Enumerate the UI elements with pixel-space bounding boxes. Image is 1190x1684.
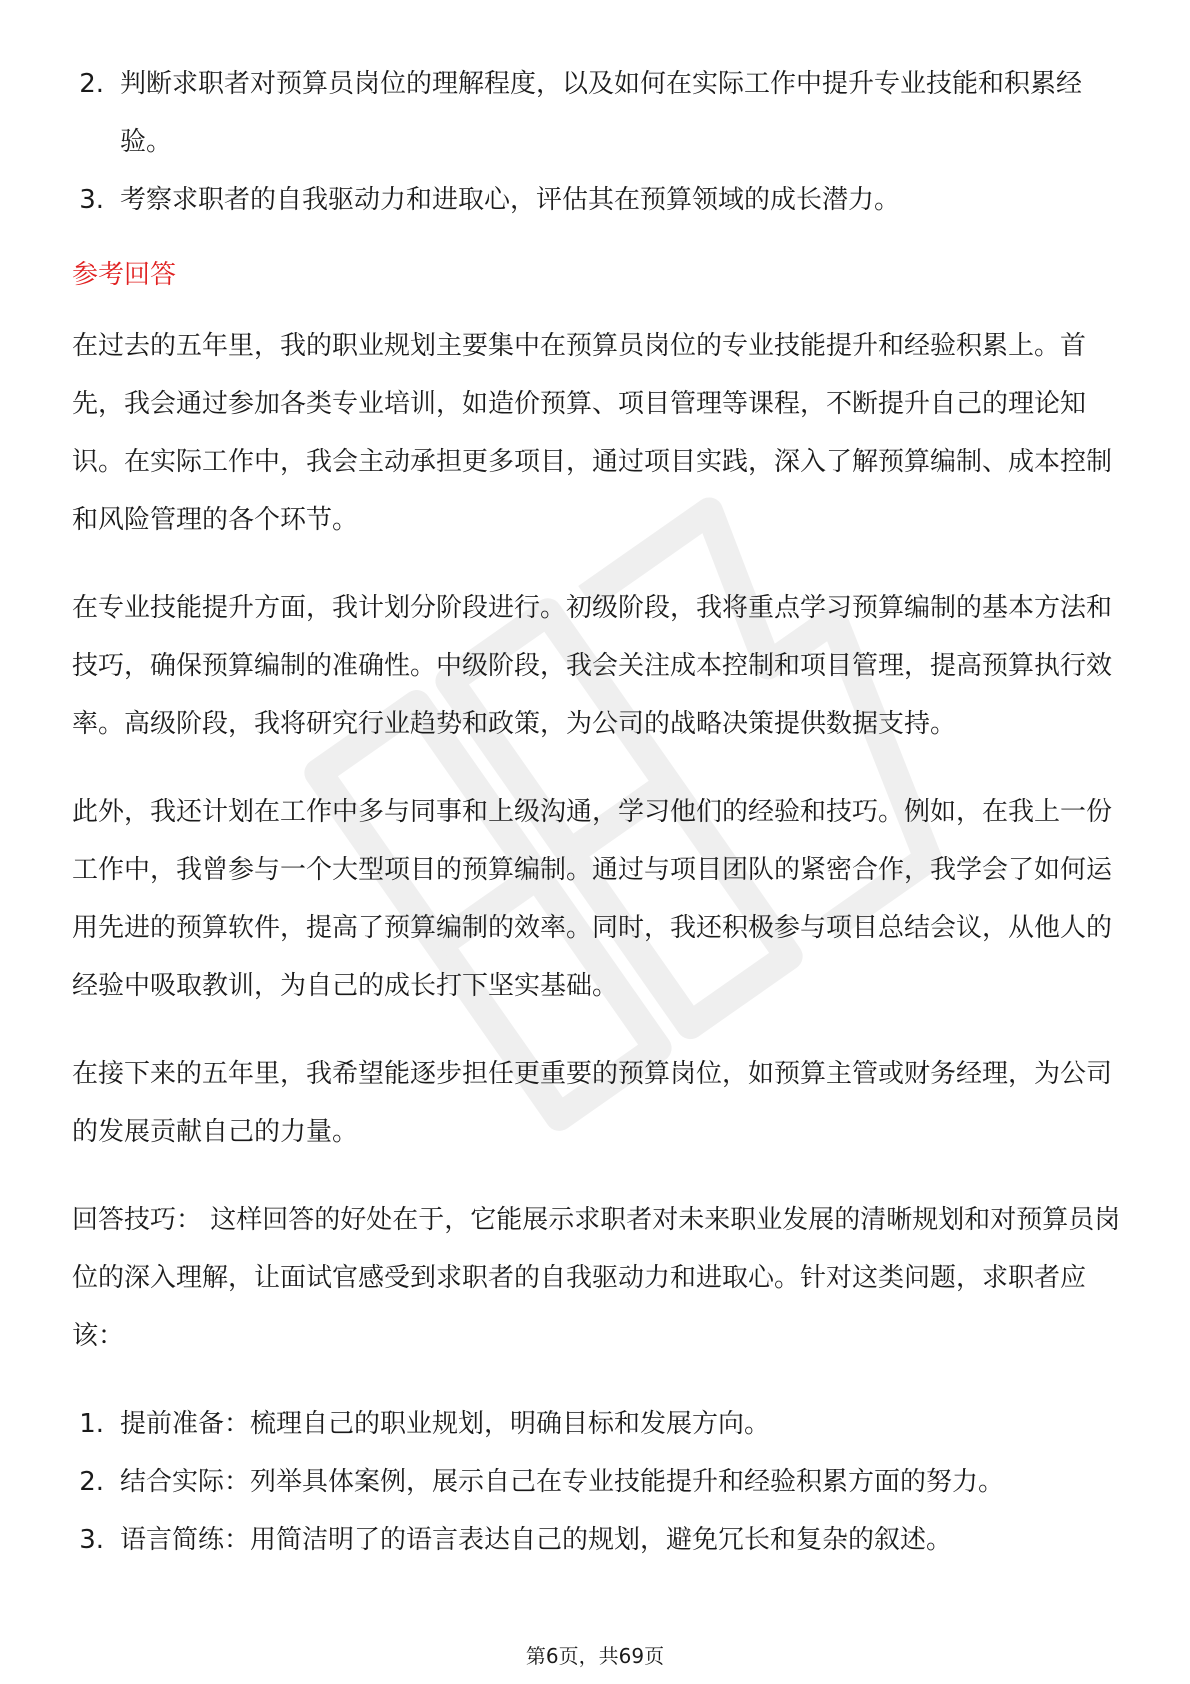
list-item-text: 语言简练：用简洁明了的语言表达自己的规划，避免冗长和复杂的叙述。	[120, 1525, 953, 1555]
list-item	[72, 1395, 1122, 1453]
list-item	[72, 1453, 1122, 1511]
list-item	[72, 1511, 1122, 1569]
list-item-text: 判断求职者对预算员岗位的理解程度，以及如何在实际工作中提升专业技能和积累经验。	[120, 69, 1083, 157]
list-item-number: 3.	[79, 185, 104, 215]
paragraph: 此外，我还计划在工作中多与同事和上级沟通，学习他们的经验和技巧。例如，在我上一份工作中，我曾参与一个大型项目的预算编制。通过与项目团队的紧密合作，我学会了如何运用先进的预算软件，提高了预算编制的效率。同时，我还积极参与项目总结会议，从他人的经验中吸取教训，为自己的成长打下坚实基础。	[72, 797, 1113, 1001]
paragraph: 在专业技能提升方面，我计划分阶段进行。初级阶段，我将重点学习预算编制的基本方法和技巧，确保预算编制的准确性。中级阶段，我会关注成本控制和项目管理，提高预算执行效率。高级阶段，我将研究行业趋势和政策，为公司的战略决策提供数据支持。	[72, 593, 1113, 739]
tips-numbered-list	[72, 1395, 1122, 1569]
list-item-text: 考察求职者的自我驱动力和进取心，评估其在预算领域的成长潜力。	[120, 185, 901, 215]
list-item	[72, 171, 1122, 229]
list-item-number: 2.	[79, 69, 104, 99]
list-item-number: 2.	[79, 1467, 104, 1497]
page-number-footer: 第6页，共69页	[525, 1644, 665, 1668]
list-item-text: 结合实际：列举具体案例，展示自己在专业技能提升和经验积累方面的努力。	[120, 1467, 1005, 1497]
list-item-text: 提前准备：梳理自己的职业规划，明确目标和发展方向。	[120, 1409, 771, 1439]
list-item-number: 3.	[79, 1525, 104, 1555]
tips-paragraph: 回答技巧： 这样回答的好处在于，它能展示求职者对未来职业发展的清晰规划和对预算员岗位的深入理解，让面试官感受到求职者的自我驱动力和进取心。针对这类问题，求职者应该：	[72, 1205, 1121, 1351]
answer-heading: 参考回答	[72, 260, 177, 290]
document-content	[72, 55, 1122, 1569]
list-item	[72, 55, 1122, 171]
top-numbered-list	[72, 55, 1122, 229]
list-item-number: 1.	[79, 1409, 104, 1439]
paragraph: 在过去的五年里，我的职业规划主要集中在预算员岗位的专业技能提升和经验积累上。首先，我会通过参加各类专业培训，如造价预算、项目管理等课程，不断提升自己的理论知识。在实际工作中，我会主动承担更多项目，通过项目实践，深入了解预算编制、成本控制和风险管理的各个环节。	[72, 331, 1113, 535]
paragraph: 在接下来的五年里，我希望能逐步担任更重要的预算岗位，如预算主管或财务经理，为公司的发展贡献自己的力量。	[72, 1059, 1113, 1147]
